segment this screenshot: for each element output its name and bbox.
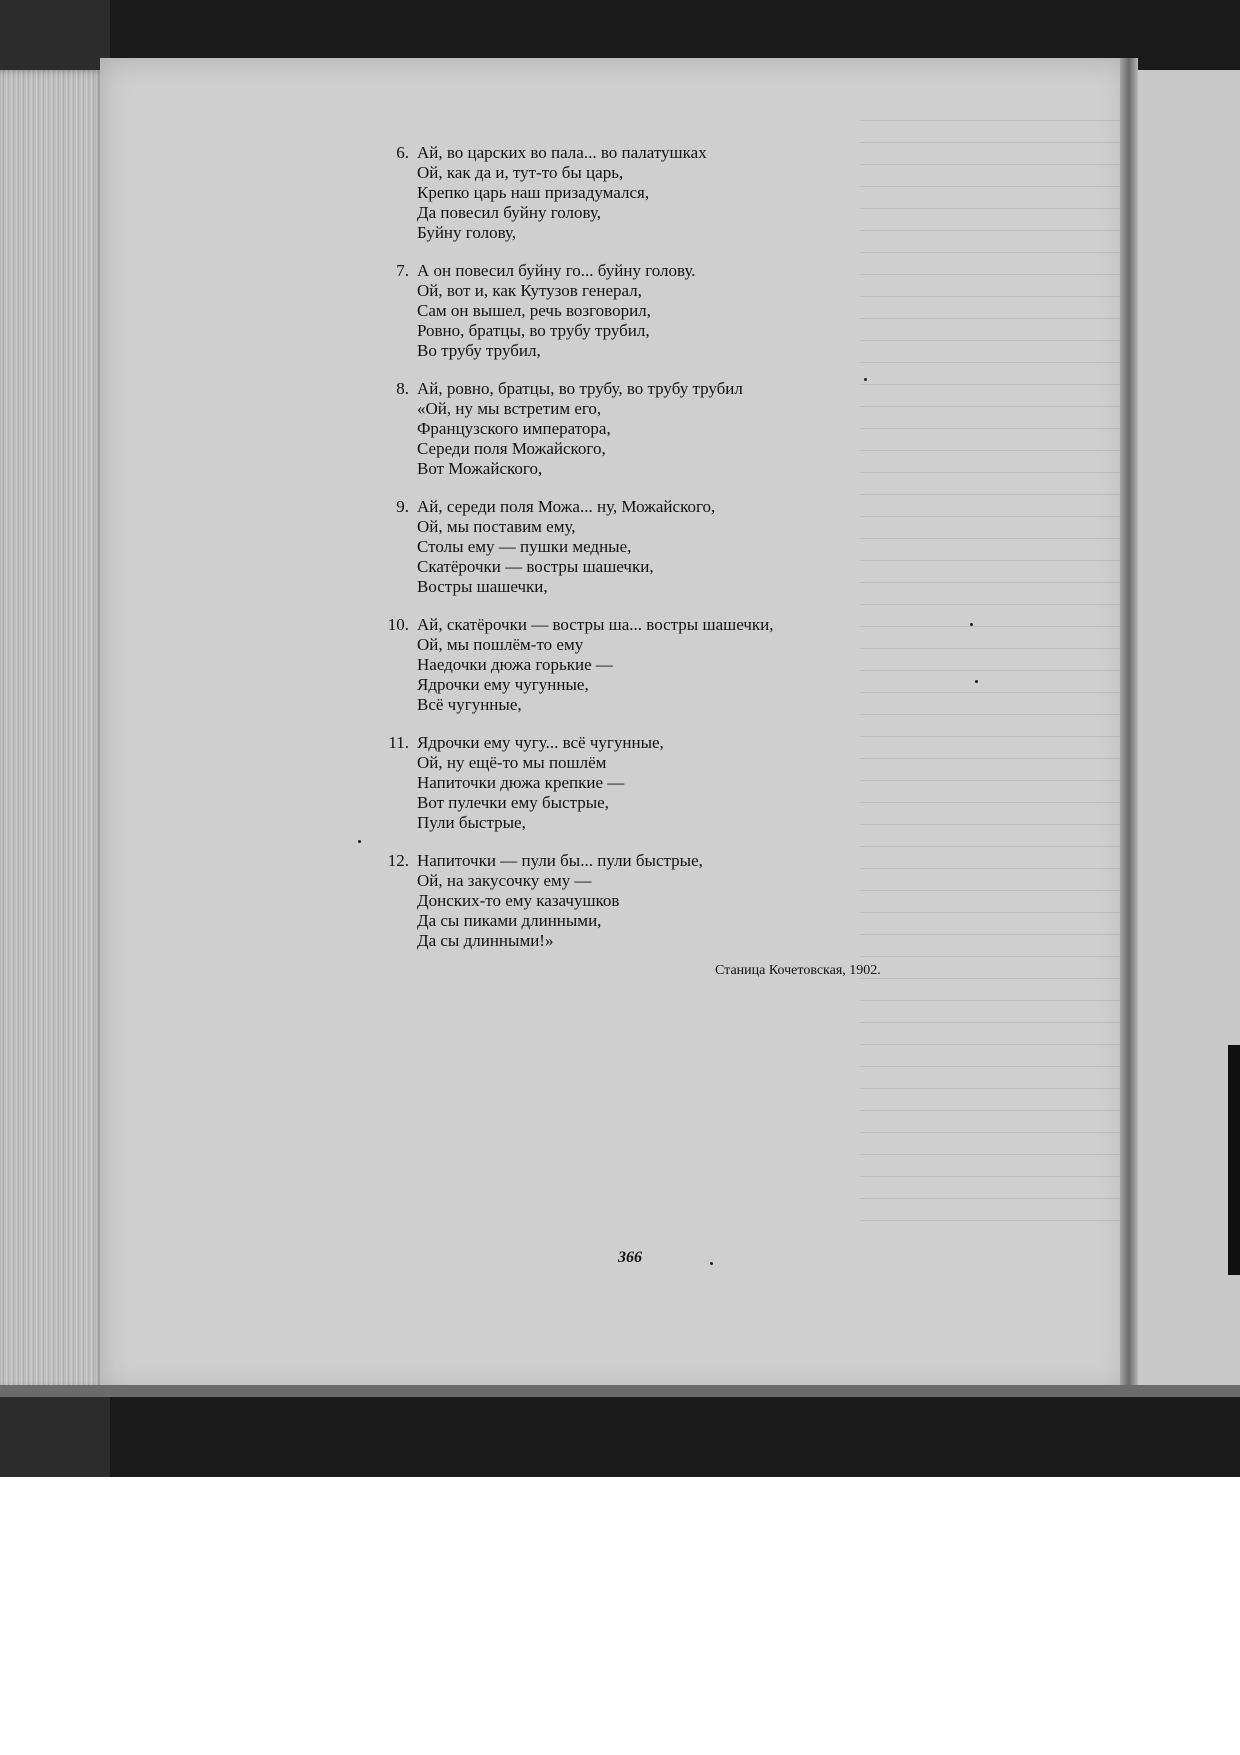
verse-line: Ядрочки ему чугунные, (417, 675, 589, 694)
verse-line: Ой, вот и, как Кутузов генерал, (417, 281, 642, 300)
verse-line: Ядрочки ему чугу... всё чугунные, (417, 733, 664, 752)
stanza-lines (417, 497, 935, 597)
verse-line: Ай, ровно, братцы, во трубу, во трубу трубил (417, 379, 743, 398)
poem-text (375, 143, 935, 969)
book-bottom-edge (0, 1385, 1240, 1397)
verse-line: Всё чугунные, (417, 695, 522, 714)
stanza (375, 261, 935, 361)
verse-line: Сам он вышел, речь возговорил, (417, 301, 651, 320)
stanza-lines (417, 733, 935, 833)
stanza-lines (417, 143, 935, 243)
stanza-number: 9. (396, 497, 409, 516)
verse-line: Востры шашечки, (417, 577, 548, 596)
book-page-edges (0, 70, 105, 1390)
stanza (375, 497, 935, 597)
stanza-lines (417, 851, 935, 951)
verse-line: Скатёрочки — востры шашечки, (417, 557, 654, 576)
scan-speck (975, 680, 978, 683)
source-attribution: Станица Кочетовская, 1902. (715, 963, 881, 978)
page-number: 366 (618, 1249, 642, 1266)
stanza-number: 10. (387, 615, 409, 634)
scan-speck (864, 378, 867, 381)
verse-line: Ай, середи поля Можа... ну, Можайского, (417, 497, 716, 516)
verse-line: Да сы длинными!» (417, 931, 554, 950)
stanza (375, 379, 935, 479)
stanza-lines (417, 261, 935, 361)
stanza-number: 11. (388, 733, 409, 752)
verse-line: Напиточки дюжа крепкие — (417, 773, 625, 792)
stanza-number: 6. (396, 143, 409, 162)
verse-line: Во трубу трубил, (417, 341, 541, 360)
verse-line: Ой, ну ещё-то мы пошлём (417, 753, 607, 772)
verse-line: Да повесил буйну голову, (417, 203, 602, 222)
stanza (375, 143, 935, 243)
verse-line: Вот пулечки ему быстрые, (417, 793, 609, 812)
verse-line: Крепко царь наш призадумался, (417, 183, 650, 202)
book-gutter (1120, 58, 1138, 1393)
verse-line: Ровно, братцы, во трубу трубил, (417, 321, 650, 340)
verse-line: Ой, мы пошлём-то ему (417, 635, 584, 654)
verse-line: Донских-то ему казачушков (417, 891, 620, 910)
stanza-number: 12. (387, 851, 409, 870)
stanza-number: 7. (396, 261, 409, 280)
stanza-number: 8. (396, 379, 409, 398)
verse-line: А он повесил буйну го... буйну голову. (417, 261, 696, 280)
verse-line: «Ой, ну мы встретим его, (417, 399, 602, 418)
verse-line: Середи поля Можайского, (417, 439, 606, 458)
verse-line: Ой, на закусочку ему — (417, 871, 592, 890)
verse-line: Столы ему — пушки медные, (417, 537, 632, 556)
facing-page (1138, 70, 1240, 1395)
verse-line: Наедочки дюжа горькие — (417, 655, 613, 674)
stanza (375, 733, 935, 833)
stanza-lines (417, 615, 935, 715)
stanza (375, 615, 935, 715)
verse-line: Ай, во царских во пала... во палатушках (417, 143, 707, 162)
verse-line: Буйну голову, (417, 223, 517, 242)
verse-line: Ой, как да и, тут-то бы царь, (417, 163, 624, 182)
scan-speck (358, 840, 361, 843)
facing-page-ornament (1228, 1045, 1240, 1275)
stanza-lines (417, 379, 935, 479)
verse-line: Вот Можайского, (417, 459, 543, 478)
verse-line: Напиточки — пули бы... пули быстрые, (417, 851, 703, 870)
verse-line: Да сы пиками длинными, (417, 911, 602, 930)
verse-line: Ай, скатёрочки — востры ша... востры шашечки, (417, 615, 774, 634)
verse-line: Ой, мы поставим ему, (417, 517, 576, 536)
scan-speck (710, 1262, 713, 1265)
verse-line: Французского императора, (417, 419, 611, 438)
stanza (375, 851, 935, 951)
scan-speck (970, 623, 973, 626)
verse-line: Пули быстрые, (417, 813, 526, 832)
